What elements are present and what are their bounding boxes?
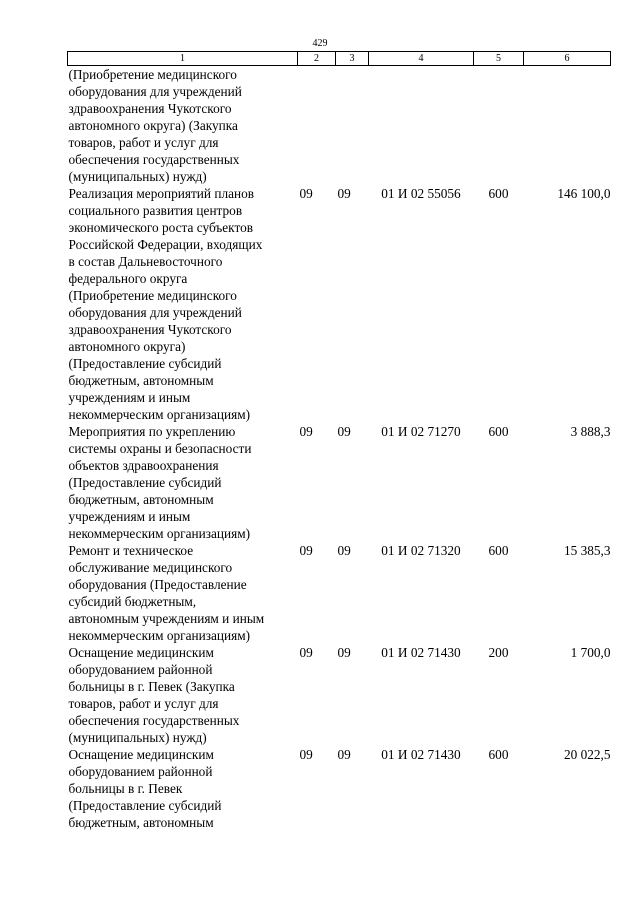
table-header	[68, 52, 611, 66]
column-header-4: 4	[369, 52, 474, 66]
row-name-line: социального развития центров	[68, 203, 243, 218]
target-article-cell	[369, 66, 474, 186]
row-name-line: учреждениям и иным	[68, 390, 191, 405]
row-name-cell	[68, 746, 298, 831]
row-name-line: оборудования для учреждений	[68, 305, 242, 320]
row-name-line: (Предоставление субсидий	[68, 798, 222, 813]
chapter-cell: 09	[299, 186, 313, 201]
row-name-line: (Приобретение медицинского	[68, 288, 237, 303]
amount-cell: 1 700,0	[570, 645, 611, 660]
row-name-cell	[68, 542, 298, 644]
target-article-cell: 01 И 02 71270	[381, 424, 461, 439]
row-name-line: учреждениям и иным	[68, 509, 191, 524]
expense-type-cell: 600	[488, 186, 509, 201]
row-name-line: бюджетным, автономным	[68, 815, 214, 830]
row-name-line: Оснащение медицинским	[68, 645, 214, 660]
amount-cell: 146 100,0	[557, 186, 611, 201]
row-name-line: Реализация мероприятий планов	[68, 186, 255, 201]
row-name-line: обеспечения государственных	[68, 152, 240, 167]
table-row	[68, 746, 611, 831]
row-name-line: товаров, работ и услуг для	[68, 135, 219, 150]
amount-cell: 3 888,3	[570, 424, 611, 439]
table-row	[68, 644, 611, 746]
row-name-line: (муниципальных) нужд)	[68, 730, 207, 745]
section-cell: 09	[337, 186, 351, 201]
row-name-line: автономного округа)	[68, 339, 186, 354]
row-name-line: (Предоставление субсидий	[68, 356, 222, 371]
row-name-line: автономным учреждениям и иным	[68, 611, 265, 626]
table-row	[68, 423, 611, 542]
row-name-cell	[68, 66, 298, 186]
row-name-line: некоммерческим организациям)	[68, 407, 251, 422]
row-name-line: (Предоставление субсидий	[68, 475, 222, 490]
row-name-line: системы охраны и безопасности	[68, 441, 252, 456]
row-name-line: объектов здравоохранения	[68, 458, 219, 473]
column-header-2: 2	[298, 52, 336, 66]
row-name-line: бюджетным, автономным	[68, 492, 214, 507]
row-name-line: Оснащение медицинским	[68, 747, 214, 762]
expense-type-cell	[474, 66, 524, 186]
chapter-cell: 09	[299, 747, 313, 762]
section-cell: 09	[337, 543, 351, 558]
expense-type-cell: 600	[488, 747, 509, 762]
row-name-line: больницы в г. Певек	[68, 781, 183, 796]
amount-cell: 15 385,3	[563, 543, 611, 558]
row-name-line: Мероприятия по укреплению	[68, 424, 236, 439]
chapter-cell: 09	[299, 543, 313, 558]
row-name-cell	[68, 644, 298, 746]
chapter-cell: 09	[299, 645, 313, 660]
row-name-line: Ремонт и техническое	[68, 543, 194, 558]
row-name-line: обеспечения государственных	[68, 713, 240, 728]
row-name-line: бюджетным, автономным	[68, 373, 214, 388]
row-name-cell	[68, 423, 298, 542]
amount-cell: 20 022,5	[563, 747, 611, 762]
table-row	[68, 185, 611, 423]
row-name-line: (Приобретение медицинского	[68, 67, 237, 82]
row-name-cell	[68, 185, 298, 423]
section-cell: 09	[337, 424, 351, 439]
row-name-line: федерального округа	[68, 271, 188, 286]
column-header-1: 1	[68, 52, 298, 66]
section-cell: 09	[337, 747, 351, 762]
expense-type-cell: 200	[488, 645, 509, 660]
section-cell: 09	[337, 645, 351, 660]
row-name-line: оборудованием районной	[68, 662, 213, 677]
header-row	[68, 52, 611, 66]
row-name-line: (муниципальных) нужд)	[68, 169, 207, 184]
row-name-line: оборудованием районной	[68, 764, 213, 779]
row-name-line: некоммерческим организациям)	[68, 526, 251, 541]
table-row	[68, 66, 611, 186]
row-name-line: автономного округа) (Закупка	[68, 118, 238, 133]
row-name-line: некоммерческим организациям)	[68, 628, 251, 643]
target-article-cell: 01 И 02 71430	[381, 747, 461, 762]
expense-type-cell: 600	[488, 424, 509, 439]
table-row	[68, 542, 611, 644]
row-name-line: больницы в г. Певек (Закупка	[68, 679, 235, 694]
column-header-3: 3	[336, 52, 369, 66]
row-name-line: здравоохранения Чукотского	[68, 322, 232, 337]
target-article-cell: 01 И 02 71320	[381, 543, 461, 558]
row-name-line: товаров, работ и услуг для	[68, 696, 219, 711]
table-body	[68, 66, 611, 832]
row-name-line: оборудования (Предоставление	[68, 577, 247, 592]
row-name-line: в состав Дальневосточного	[68, 254, 223, 269]
chapter-cell: 09	[299, 424, 313, 439]
row-name-line: экономического роста субъектов	[68, 220, 254, 235]
row-name-line: Российской Федерации, входящих	[68, 237, 263, 252]
column-header-6: 6	[524, 52, 611, 66]
row-name-line: оборудования для учреждений	[68, 84, 242, 99]
chapter-cell	[298, 66, 336, 186]
expense-type-cell: 600	[488, 543, 509, 558]
row-name-line: здравоохранения Чукотского	[68, 101, 232, 116]
amount-cell	[524, 66, 611, 186]
budget-table	[67, 51, 611, 831]
target-article-cell: 01 И 02 71430	[381, 645, 461, 660]
row-name-line: обслуживание медицинского	[68, 560, 233, 575]
section-cell	[336, 66, 369, 186]
page-number: 429	[312, 38, 328, 49]
row-name-line: субсидий бюджетным,	[68, 594, 197, 609]
column-header-5: 5	[474, 52, 524, 66]
target-article-cell: 01 И 02 55056	[381, 186, 461, 201]
